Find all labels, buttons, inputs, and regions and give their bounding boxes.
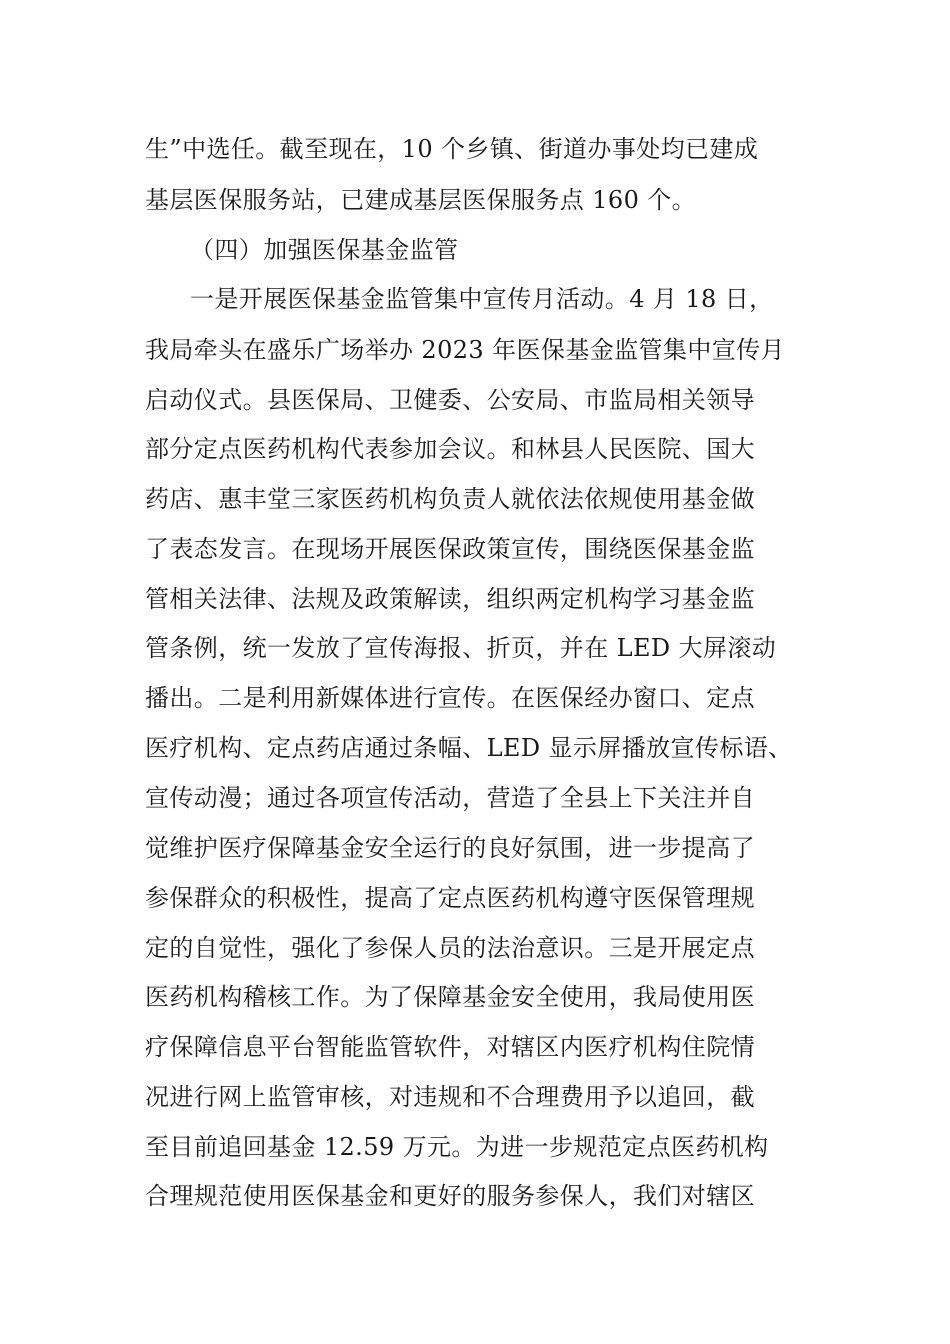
text-line: 合理规范使用医保基金和更好的服务参保人，我们对辖区 [145,1182,755,1210]
text-line: 生”中选任。截至现在，10 个乡镇、街道办事处均已建成 [145,135,759,163]
text-line: 至目前追回基金 12.59 万元。为进一步规范定点医药机构 [145,1133,769,1161]
text-line: 定的自觉性，强化了参保人员的法治意识。三是开展定点 [145,934,755,962]
text-line: 觉维护医疗保障基金安全运行的良好氛围，进一步提高了 [145,834,755,862]
text-line: 一是开展医保基金监管集中宣传月活动。4 月 18 日， [190,285,774,313]
text-line: 药店、惠丰堂三家医药机构负责人就依法依规使用基金做 [145,485,755,513]
text-line: 况进行网上监管审核，对违规和不合理费用予以追回，截 [145,1083,755,1111]
text-line: 了表态发言。在现场开展医保政策宣传，围绕医保基金监 [145,535,755,563]
text-line: 参保群众的积极性，提高了定点医药机构遵守医保管理规 [145,884,755,912]
text-line: 宣传动漫；通过各项宣传活动，营造了全县上下关注并自 [145,784,755,812]
text-line: 医疗机构、定点药店通过条幅、LED 显示屏播放宣传标语、 [145,734,793,762]
text-line: 医药机构稽核工作。为了保障基金安全使用，我局使用医 [145,983,755,1011]
text-line: 我局牵头在盛乐广场举办 2023 年医保基金监管集中宣传月 [145,336,785,364]
text-line: 管相关法律、法规及政策解读，组织两定机构学习基金监 [145,585,755,613]
text-line: 启动仪式。县医保局、卫健委、公安局、市监局相关领导 [145,386,755,414]
section-heading: （四）加强医保基金监管 [190,236,459,264]
text-line: 播出。二是利用新媒体进行宣传。在医保经办窗口、定点 [145,684,755,712]
text-line: 基层医保服务站，已建成基层医保服务点 160 个。 [145,186,697,214]
text-line: 部分定点医药机构代表参加会议。和林县人民医院、国大 [145,435,755,463]
text-line: 管条例，统一发放了宣传海报、折页，并在 LED 大屏滚动 [145,634,777,662]
text-line: 疗保障信息平台智能监管软件，对辖区内医疗机构住院情 [145,1033,755,1061]
